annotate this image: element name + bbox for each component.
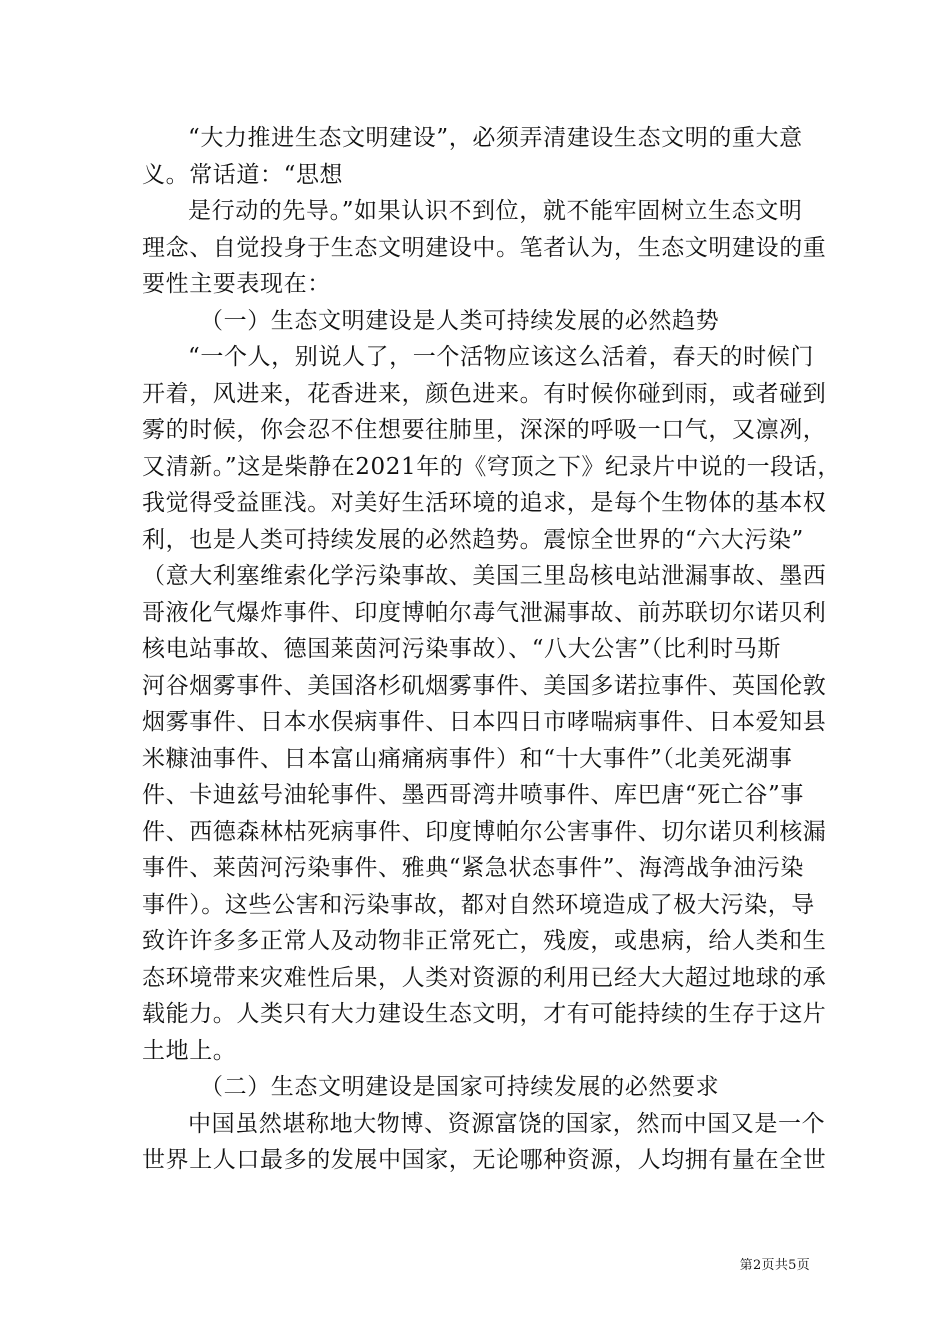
text-line: 事件）。这些公害和污染事故，都对自然环境造成了极大污染，导: [142, 891, 815, 918]
text-line: 核电站事故、德国莱茵河污染事故）、“八大公害”（比利时马斯: [142, 636, 781, 662]
text-line: 件、卡迪兹号油轮事件、墨西哥湾井喷事件、库巴唐“死亡谷”事: [142, 782, 804, 808]
text-line: 又清新。”这是柴静在2021年的《穹顶之下》纪录片中说的一段话，: [142, 453, 841, 480]
text-line: 河谷烟雾事件、美国洛杉矶烟雾事件、美国多诺拉事件、英国伦敦: [142, 672, 827, 699]
text-line: 中国虽然堪称地大物博、资源富饶的国家，然而中国又是一个: [188, 1110, 826, 1137]
text-line: “大力推进生态文明建设”，必须弄清建设生态文明的重大意: [188, 125, 803, 151]
text-line: 义。常话道：“思想: [142, 161, 344, 188]
text-line: 哥液化气爆炸事件、印度博帕尔毒气泄漏事故、前苏联切尔诺贝利: [142, 599, 827, 626]
text-line: （意大利塞维索化学污染事故、美国三里岛核电站泄漏事故、墨西: [142, 563, 827, 589]
text-line: 要性主要表现在：: [142, 271, 331, 297]
section-heading-1: （一）生态文明建设是人类可持续发展的必然趋势: [200, 307, 720, 334]
text-line: 是行动的先导。”如果认识不到位，就不能牢固树立生态文明: [188, 198, 803, 224]
text-line: 载能力。人类只有大力建设生态文明，才有可能持续的生存于这片: [142, 1001, 827, 1027]
text-line: 土地上。: [142, 1037, 237, 1064]
section-heading-2: （二）生态文明建设是国家可持续发展的必然要求: [200, 1074, 720, 1100]
text-line: 事件、莱茵河污染事件、雅典“紧急状态事件”、海湾战争油污染: [142, 855, 804, 881]
text-line: 世界上人口最多的发展中国家，无论哪种资源，人均拥有量在全世: [142, 1147, 827, 1173]
text-line: 我觉得受益匪浅。对美好生活环境的追求，是每个生物体的基本权: [142, 490, 827, 516]
text-line: 开着，风进来，花香进来，颜色进来。有时候你碰到雨，或者碰到: [142, 380, 827, 407]
page-number-footer: 第2页共5页: [739, 1258, 810, 1273]
text-line: 米糠油事件、日本富山痛痛病事件）和“十大事件”（北美死湖事: [142, 745, 793, 772]
text-line: 雾的时候，你会忍不住想要往肺里，深深的呼吸一口气，又凛冽，: [142, 417, 827, 443]
text-line: 致许许多多正常人及动物非正常死亡，残废，或患病，给人类和生: [142, 928, 827, 954]
text-line: 态环境带来灾难性后果，人类对资源的利用已经大大超过地球的承: [142, 964, 827, 991]
text-line: 件、西德森林枯死病事件、印度博帕尔公害事件、切尔诺贝利核漏: [142, 818, 827, 845]
text-line: “一个人，别说人了，一个活物应该这么活着，春天的时候门: [188, 344, 814, 370]
document-body: [142, 120, 841, 1179]
text-line: 利，也是人类可持续发展的必然趋势。震惊全世界的“六大污染”: [142, 526, 804, 553]
text-line: 烟雾事件、日本水俣病事件、日本四日市哮喘病事件、日本爱知县: [142, 709, 827, 735]
text-line: 理念、自觉投身于生态文明建设中。笔者认为，生态文明建设的重: [142, 234, 827, 261]
